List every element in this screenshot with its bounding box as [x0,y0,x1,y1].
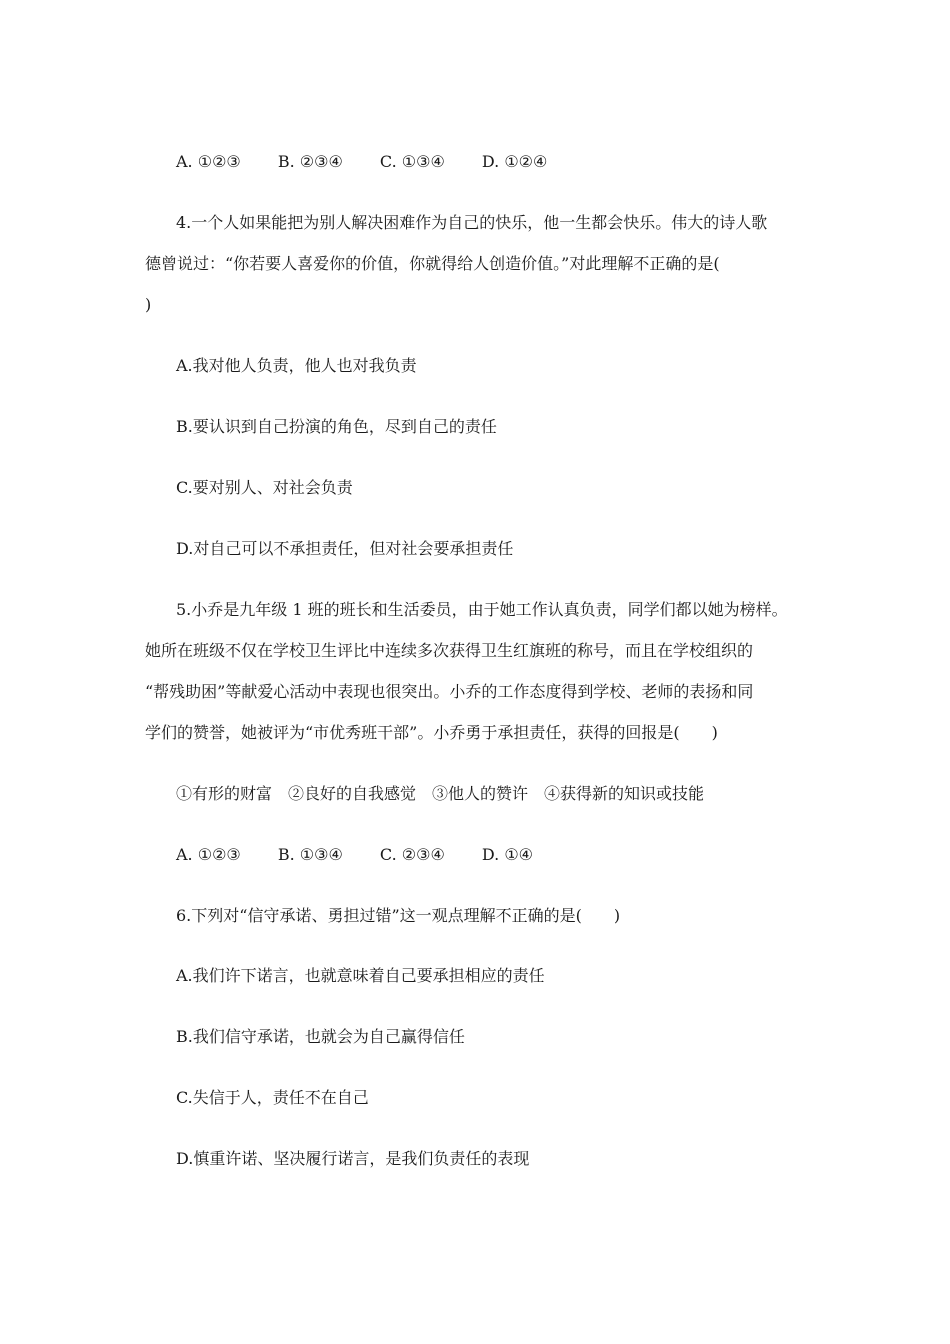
q4-option-d[interactable]: D.对自己可以不承担责任，但对社会要承担责任 [176,539,514,558]
q5-option-a[interactable]: A. ①②③ [176,845,241,864]
q5-options-row [176,844,565,866]
q5-stem-line-3: “帮残助困”等献爱心活动中表现也很突出。小乔的工作态度得到学校、老师的表扬和同 [145,682,754,701]
q3-option-a[interactable]: A. ①②③ [176,152,241,171]
q6-stem: 6.下列对“信守承诺、勇担过错”这一观点理解不正确的是( ) [176,906,621,925]
q5-stem-line-4: 学们的赞誉，她被评为“市优秀班干部”。小乔勇于承担责任，获得的回报是( ) [145,723,718,742]
q5-stem-line-2: 她所在班级不仅在学校卫生评比中连续多次获得卫生红旗班的称号，而且在学校组织的 [145,641,754,660]
q4-stem-line-3: ) [145,295,152,314]
q4-option-a[interactable]: A.我对他人负责，他人也对我负责 [176,356,417,375]
q4-stem-line-1: 4.一个人如果能把为别人解决困难作为自己的快乐，他一生都会快乐。伟大的诗人歌 [176,213,768,232]
q4-option-b[interactable]: B.要认识到自己扮演的角色，尽到自己的责任 [176,417,497,436]
q5-option-b[interactable]: B. ①③④ [277,845,343,864]
q3-options-row [176,151,579,173]
q5-option-c[interactable]: C. ②③④ [379,845,445,864]
q5-option-d[interactable]: D. ①④ [481,845,534,864]
q3-option-c[interactable]: C. ①③④ [379,152,445,171]
q6-option-a[interactable]: A.我们许下诺言，也就意味着自己要承担相应的责任 [176,966,545,985]
q3-option-d[interactable]: D. ①②④ [481,152,548,171]
q4-stem-line-2: 德曾说过：“你若要人喜爱你的价值，你就得给人创造价值。”对此理解不正确的是( [145,254,720,273]
q3-option-b[interactable]: B. ②③④ [277,152,343,171]
q5-statements: ①有形的财富 ②良好的自我感觉 ③他人的赞许 ④获得新的知识或技能 [176,784,705,803]
q4-option-c[interactable]: C.要对别人、对社会负责 [176,478,353,497]
q6-option-c[interactable]: C.失信于人，责任不在自己 [176,1088,369,1107]
q5-stem-line-1: 5.小乔是九年级 1 班的班长和生活委员，由于她工作认真负责，同学们都以她为榜样。 [176,600,788,619]
q6-option-b[interactable]: B.我们信守承诺，也就会为自己赢得信任 [176,1027,465,1046]
q6-option-d[interactable]: D.慎重许诺、坚决履行诺言，是我们负责任的表现 [176,1149,530,1168]
